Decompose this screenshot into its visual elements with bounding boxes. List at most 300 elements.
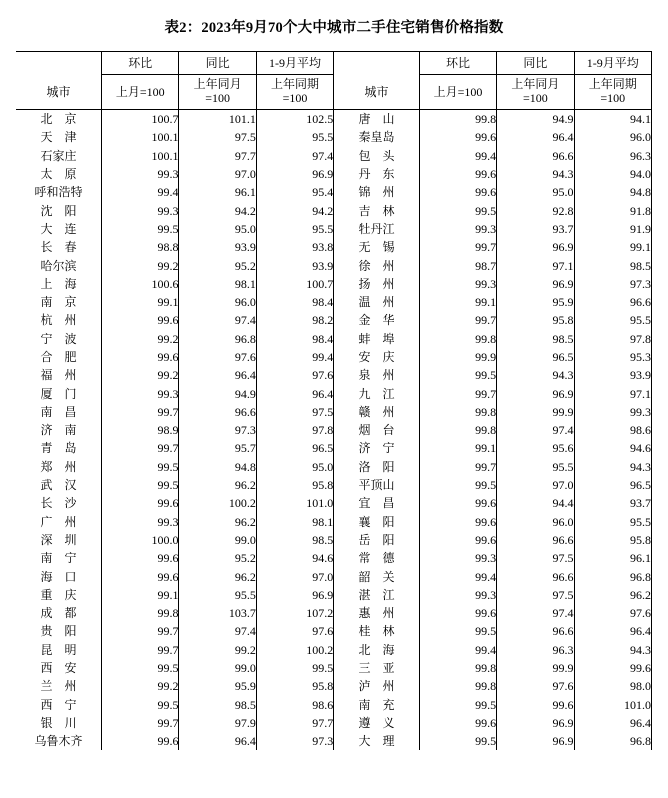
city-name-right: 泉 州 bbox=[358, 368, 395, 383]
value-mom-left: 99.6 bbox=[102, 732, 179, 750]
value-avg-left: 95.5 bbox=[256, 128, 333, 146]
value-avg-right: 97.3 bbox=[574, 275, 651, 293]
value-yoy-left: 100.2 bbox=[179, 494, 256, 512]
table-row bbox=[16, 439, 652, 457]
value-avg-left: 98.1 bbox=[256, 513, 333, 531]
header-group-avg-right: 1-9月平均 bbox=[574, 52, 651, 75]
city-name-left: 海 口 bbox=[40, 569, 77, 584]
value-avg-left: 97.3 bbox=[256, 732, 333, 750]
value-mom-left: 99.7 bbox=[102, 714, 179, 732]
city-name-right: 牡丹江 bbox=[358, 221, 395, 236]
value-mom-left: 98.9 bbox=[102, 421, 179, 439]
header-sub-mom-left-text: 上月=100 bbox=[115, 85, 165, 99]
header-city-left: 城市 bbox=[16, 75, 102, 110]
header-group-mom-left: 环比 bbox=[102, 52, 179, 75]
header-sub-yoy-right bbox=[497, 75, 574, 110]
header-sub-avg-left bbox=[256, 75, 333, 110]
value-mom-left: 100.6 bbox=[102, 275, 179, 293]
value-avg-right: 94.8 bbox=[574, 183, 651, 201]
value-yoy-left: 95.0 bbox=[179, 220, 256, 238]
value-yoy-left: 96.2 bbox=[179, 567, 256, 585]
value-avg-right: 96.2 bbox=[574, 586, 651, 604]
value-avg-right: 96.0 bbox=[574, 128, 651, 146]
city-name-left: 武 汉 bbox=[40, 478, 77, 493]
city-name-left: 哈尔滨 bbox=[40, 258, 77, 273]
city-name-right: 包 头 bbox=[358, 148, 395, 163]
value-mom-right: 99.6 bbox=[419, 714, 496, 732]
value-yoy-left: 97.0 bbox=[179, 165, 256, 183]
value-avg-right: 96.3 bbox=[574, 147, 651, 165]
value-avg-right: 101.0 bbox=[574, 696, 651, 714]
value-mom-right: 99.7 bbox=[419, 238, 496, 256]
value-avg-left: 98.5 bbox=[256, 531, 333, 549]
value-avg-right: 91.9 bbox=[574, 220, 651, 238]
city-name-left: 上 海 bbox=[40, 276, 77, 291]
table-row bbox=[16, 531, 652, 549]
value-mom-left: 100.0 bbox=[102, 531, 179, 549]
value-mom-left: 99.5 bbox=[102, 458, 179, 476]
value-yoy-right: 96.9 bbox=[497, 275, 574, 293]
header-group-row bbox=[16, 52, 652, 75]
city-name-left: 沈 阳 bbox=[40, 203, 77, 218]
value-avg-right: 97.6 bbox=[574, 604, 651, 622]
city-name-left: 福 州 bbox=[40, 368, 77, 383]
value-mom-left: 99.3 bbox=[102, 384, 179, 402]
value-yoy-right: 94.9 bbox=[497, 110, 574, 129]
value-mom-right: 99.5 bbox=[419, 366, 496, 384]
value-avg-right: 94.1 bbox=[574, 110, 651, 129]
value-yoy-right: 96.6 bbox=[497, 147, 574, 165]
city-name-right: 南 充 bbox=[358, 697, 395, 712]
value-avg-right: 97.8 bbox=[574, 330, 651, 348]
city-name-right: 泸 州 bbox=[358, 679, 395, 694]
value-yoy-right: 99.9 bbox=[497, 659, 574, 677]
value-yoy-right: 96.6 bbox=[497, 531, 574, 549]
value-avg-left: 93.9 bbox=[256, 256, 333, 274]
value-yoy-right: 96.0 bbox=[497, 513, 574, 531]
value-mom-right: 99.4 bbox=[419, 147, 496, 165]
value-yoy-left: 97.3 bbox=[179, 421, 256, 439]
value-mom-right: 99.5 bbox=[419, 696, 496, 714]
city-name-left: 太 原 bbox=[40, 167, 77, 182]
header-sub-mom-right bbox=[419, 75, 496, 110]
value-avg-right: 94.3 bbox=[574, 641, 651, 659]
value-mom-left: 99.5 bbox=[102, 476, 179, 494]
table-row bbox=[16, 165, 652, 183]
value-mom-right: 99.3 bbox=[419, 586, 496, 604]
value-mom-left: 99.3 bbox=[102, 201, 179, 219]
header-blank-right bbox=[334, 52, 420, 75]
city-name-right: 锦 州 bbox=[358, 185, 395, 200]
value-avg-left: 94.2 bbox=[256, 201, 333, 219]
value-mom-left: 99.2 bbox=[102, 677, 179, 695]
value-mom-right: 99.5 bbox=[419, 732, 496, 750]
price-index-table bbox=[16, 51, 652, 750]
value-avg-left: 95.8 bbox=[256, 677, 333, 695]
value-avg-left: 99.5 bbox=[256, 659, 333, 677]
city-name-left: 乌鲁木齐 bbox=[34, 734, 83, 749]
value-yoy-left: 96.0 bbox=[179, 293, 256, 311]
table-row bbox=[16, 476, 652, 494]
city-name-left: 郑 州 bbox=[40, 459, 77, 474]
value-yoy-right: 96.6 bbox=[497, 622, 574, 640]
value-mom-left: 99.6 bbox=[102, 494, 179, 512]
value-yoy-right: 94.3 bbox=[497, 366, 574, 384]
value-avg-right: 99.6 bbox=[574, 659, 651, 677]
table-row bbox=[16, 604, 652, 622]
city-name-right: 金 华 bbox=[358, 313, 395, 328]
value-mom-right: 99.6 bbox=[419, 128, 496, 146]
value-mom-left: 99.2 bbox=[102, 366, 179, 384]
table-row bbox=[16, 714, 652, 732]
value-yoy-right: 95.9 bbox=[497, 293, 574, 311]
value-yoy-left: 96.6 bbox=[179, 403, 256, 421]
city-name-right: 韶 关 bbox=[358, 569, 395, 584]
header-sub-avg-right-l1: 上年同期 bbox=[588, 77, 637, 92]
table-row bbox=[16, 586, 652, 604]
value-mom-left: 99.5 bbox=[102, 696, 179, 714]
value-yoy-left: 99.2 bbox=[179, 641, 256, 659]
value-avg-left: 97.6 bbox=[256, 366, 333, 384]
value-avg-left: 97.6 bbox=[256, 622, 333, 640]
value-yoy-right: 95.6 bbox=[497, 439, 574, 457]
value-avg-right: 98.6 bbox=[574, 421, 651, 439]
value-mom-right: 99.3 bbox=[419, 549, 496, 567]
header-group-avg-left: 1-9月平均 bbox=[256, 52, 333, 75]
value-mom-right: 99.8 bbox=[419, 403, 496, 421]
value-mom-left: 99.6 bbox=[102, 549, 179, 567]
header-blank-left bbox=[16, 52, 102, 75]
value-mom-left: 99.7 bbox=[102, 403, 179, 421]
value-avg-left: 100.7 bbox=[256, 275, 333, 293]
value-mom-right: 99.4 bbox=[419, 641, 496, 659]
table-row bbox=[16, 384, 652, 402]
city-name-left: 济 南 bbox=[40, 423, 77, 438]
city-name-right: 徐 州 bbox=[358, 258, 395, 273]
city-name-left: 石家庄 bbox=[40, 148, 77, 163]
city-name-left: 杭 州 bbox=[40, 313, 77, 328]
city-name-right: 平顶山 bbox=[358, 478, 395, 493]
header-group-mom-right: 环比 bbox=[419, 52, 496, 75]
city-name-left: 南 京 bbox=[40, 295, 77, 310]
table-row bbox=[16, 348, 652, 366]
value-mom-right: 99.6 bbox=[419, 513, 496, 531]
value-avg-right: 96.4 bbox=[574, 622, 651, 640]
value-mom-left: 99.7 bbox=[102, 439, 179, 457]
city-name-left: 昆 明 bbox=[40, 642, 77, 657]
city-name-left: 天 津 bbox=[40, 130, 77, 145]
page-title: 表2：2023年9月70个大中城市二手住宅销售价格指数 bbox=[164, 20, 504, 36]
value-mom-right: 99.6 bbox=[419, 531, 496, 549]
city-name-left: 银 川 bbox=[40, 715, 77, 730]
city-name-left: 长 沙 bbox=[40, 496, 77, 511]
value-yoy-right: 97.5 bbox=[497, 549, 574, 567]
value-mom-right: 99.4 bbox=[419, 567, 496, 585]
value-mom-right: 99.7 bbox=[419, 311, 496, 329]
value-avg-left: 94.6 bbox=[256, 549, 333, 567]
value-avg-left: 99.4 bbox=[256, 348, 333, 366]
value-yoy-left: 95.7 bbox=[179, 439, 256, 457]
value-yoy-right: 96.4 bbox=[497, 128, 574, 146]
header-sub-avg-left-l1: 上年同期 bbox=[271, 77, 320, 92]
value-yoy-right: 97.0 bbox=[497, 476, 574, 494]
value-yoy-left: 96.1 bbox=[179, 183, 256, 201]
table-row bbox=[16, 256, 652, 274]
city-name-right: 蚌 埠 bbox=[358, 331, 395, 346]
value-mom-right: 99.7 bbox=[419, 384, 496, 402]
city-name-left: 厦 门 bbox=[40, 386, 77, 401]
header-city-right: 城市 bbox=[334, 75, 420, 110]
value-avg-right: 96.5 bbox=[574, 476, 651, 494]
value-avg-right: 93.7 bbox=[574, 494, 651, 512]
table-row bbox=[16, 293, 652, 311]
table-row bbox=[16, 220, 652, 238]
value-yoy-right: 96.9 bbox=[497, 714, 574, 732]
header-sub-yoy-left-l2: =100 bbox=[205, 91, 231, 105]
value-yoy-left: 95.9 bbox=[179, 677, 256, 695]
value-avg-right: 94.0 bbox=[574, 165, 651, 183]
value-mom-left: 99.6 bbox=[102, 348, 179, 366]
value-avg-left: 97.8 bbox=[256, 421, 333, 439]
value-yoy-left: 96.8 bbox=[179, 330, 256, 348]
city-name-right: 扬 州 bbox=[358, 276, 395, 291]
value-yoy-right: 97.6 bbox=[497, 677, 574, 695]
table-row bbox=[16, 732, 652, 750]
value-avg-left: 95.5 bbox=[256, 220, 333, 238]
value-avg-left: 98.4 bbox=[256, 330, 333, 348]
value-avg-right: 96.8 bbox=[574, 567, 651, 585]
value-mom-left: 99.6 bbox=[102, 567, 179, 585]
city-name-left: 长 春 bbox=[40, 240, 77, 255]
city-name-right: 吉 林 bbox=[358, 203, 395, 218]
city-name-right: 济 宁 bbox=[358, 441, 395, 456]
value-mom-right: 99.6 bbox=[419, 494, 496, 512]
table-row bbox=[16, 403, 652, 421]
city-name-right: 赣 州 bbox=[358, 404, 395, 419]
header-group-yoy-right: 同比 bbox=[497, 52, 574, 75]
table-row bbox=[16, 201, 652, 219]
value-yoy-right: 96.3 bbox=[497, 641, 574, 659]
table-row bbox=[16, 366, 652, 384]
value-yoy-left: 94.2 bbox=[179, 201, 256, 219]
city-name-right: 惠 州 bbox=[358, 606, 395, 621]
city-name-left: 西 安 bbox=[40, 661, 77, 676]
table-row bbox=[16, 567, 652, 585]
header-sub-row bbox=[16, 75, 652, 110]
header-sub-yoy-left-l1: 上年同月 bbox=[193, 77, 242, 92]
value-mom-right: 99.8 bbox=[419, 421, 496, 439]
value-avg-right: 91.8 bbox=[574, 201, 651, 219]
city-name-left: 广 州 bbox=[40, 514, 77, 529]
value-yoy-left: 96.2 bbox=[179, 476, 256, 494]
value-mom-right: 99.8 bbox=[419, 330, 496, 348]
value-mom-left: 99.3 bbox=[102, 513, 179, 531]
value-avg-right: 98.5 bbox=[574, 256, 651, 274]
city-name-right: 襄 阳 bbox=[358, 514, 395, 529]
table-row bbox=[16, 128, 652, 146]
city-name-left: 南 宁 bbox=[40, 551, 77, 566]
city-name-left: 兰 州 bbox=[40, 679, 77, 694]
value-avg-right: 96.4 bbox=[574, 714, 651, 732]
value-yoy-left: 101.1 bbox=[179, 110, 256, 129]
value-yoy-left: 94.9 bbox=[179, 384, 256, 402]
value-mom-right: 99.8 bbox=[419, 677, 496, 695]
value-mom-right: 99.8 bbox=[419, 110, 496, 129]
value-mom-left: 99.7 bbox=[102, 641, 179, 659]
value-avg-right: 98.0 bbox=[574, 677, 651, 695]
value-yoy-left: 95.5 bbox=[179, 586, 256, 604]
value-mom-left: 99.8 bbox=[102, 604, 179, 622]
city-name-right: 安 庆 bbox=[358, 350, 395, 364]
city-name-left: 宁 波 bbox=[40, 331, 77, 346]
city-name-right: 湛 江 bbox=[358, 587, 395, 602]
city-name-left: 青 岛 bbox=[40, 441, 77, 456]
value-yoy-right: 95.5 bbox=[497, 458, 574, 476]
table-row bbox=[16, 330, 652, 348]
value-yoy-left: 99.0 bbox=[179, 659, 256, 677]
header-sub-avg-right bbox=[574, 75, 651, 110]
value-yoy-right: 98.5 bbox=[497, 330, 574, 348]
value-yoy-right: 96.9 bbox=[497, 384, 574, 402]
value-yoy-right: 96.6 bbox=[497, 567, 574, 585]
value-mom-right: 99.6 bbox=[419, 604, 496, 622]
city-name-left: 成 都 bbox=[40, 606, 77, 621]
city-name-left: 合 肥 bbox=[40, 350, 77, 364]
value-mom-left: 99.5 bbox=[102, 659, 179, 677]
value-yoy-left: 97.7 bbox=[179, 147, 256, 165]
value-yoy-right: 96.5 bbox=[497, 348, 574, 366]
value-mom-right: 99.8 bbox=[419, 659, 496, 677]
value-yoy-left: 95.2 bbox=[179, 256, 256, 274]
city-name-left: 深 圳 bbox=[40, 532, 77, 547]
city-name-left: 南 昌 bbox=[40, 404, 77, 419]
value-yoy-right: 95.8 bbox=[497, 311, 574, 329]
value-yoy-right: 94.3 bbox=[497, 165, 574, 183]
table-row bbox=[16, 275, 652, 293]
table-row bbox=[16, 677, 652, 695]
city-name-right: 无 锡 bbox=[358, 240, 395, 255]
value-avg-left: 97.0 bbox=[256, 567, 333, 585]
value-yoy-right: 96.9 bbox=[497, 238, 574, 256]
value-yoy-left: 98.5 bbox=[179, 696, 256, 714]
value-yoy-left: 97.6 bbox=[179, 348, 256, 366]
city-name-right: 温 州 bbox=[358, 295, 395, 310]
value-yoy-left: 97.9 bbox=[179, 714, 256, 732]
city-name-left: 呼和浩特 bbox=[34, 185, 83, 200]
value-avg-right: 99.1 bbox=[574, 238, 651, 256]
value-yoy-left: 95.2 bbox=[179, 549, 256, 567]
value-avg-left: 98.2 bbox=[256, 311, 333, 329]
city-name-right: 宜 昌 bbox=[358, 496, 395, 511]
value-yoy-right: 99.9 bbox=[497, 403, 574, 421]
value-mom-right: 99.5 bbox=[419, 476, 496, 494]
city-name-right: 大 理 bbox=[358, 734, 395, 749]
value-mom-left: 99.1 bbox=[102, 586, 179, 604]
value-mom-right: 99.1 bbox=[419, 293, 496, 311]
table-row bbox=[16, 641, 652, 659]
value-avg-right: 96.6 bbox=[574, 293, 651, 311]
city-name-left: 西 宁 bbox=[40, 697, 77, 712]
header-sub-mom-right-text: 上月=100 bbox=[433, 85, 483, 99]
value-avg-left: 98.6 bbox=[256, 696, 333, 714]
value-avg-left: 96.4 bbox=[256, 384, 333, 402]
value-yoy-left: 96.4 bbox=[179, 366, 256, 384]
value-yoy-left: 96.2 bbox=[179, 513, 256, 531]
city-name-right: 北 海 bbox=[358, 642, 395, 657]
value-mom-left: 99.3 bbox=[102, 165, 179, 183]
value-mom-left: 99.7 bbox=[102, 622, 179, 640]
table-body bbox=[16, 110, 652, 751]
city-name-left: 北 京 bbox=[40, 112, 77, 127]
value-avg-left: 95.4 bbox=[256, 183, 333, 201]
value-mom-left: 100.1 bbox=[102, 128, 179, 146]
value-avg-right: 97.1 bbox=[574, 384, 651, 402]
header-sub-avg-right-l2: =100 bbox=[600, 91, 626, 105]
value-yoy-left: 96.4 bbox=[179, 732, 256, 750]
value-avg-left: 97.4 bbox=[256, 147, 333, 165]
value-yoy-right: 97.4 bbox=[497, 421, 574, 439]
city-name-right: 三 亚 bbox=[358, 661, 395, 676]
value-yoy-left: 97.4 bbox=[179, 622, 256, 640]
value-avg-right: 95.5 bbox=[574, 311, 651, 329]
city-name-right: 常 德 bbox=[358, 551, 395, 566]
city-name-right: 桂 林 bbox=[358, 624, 395, 639]
value-mom-right: 99.7 bbox=[419, 458, 496, 476]
city-name-right: 烟 台 bbox=[358, 423, 395, 438]
value-mom-right: 99.3 bbox=[419, 275, 496, 293]
header-sub-mom-left bbox=[102, 75, 179, 110]
city-name-right: 丹 东 bbox=[358, 167, 395, 182]
value-mom-left: 100.1 bbox=[102, 147, 179, 165]
city-name-right: 九 江 bbox=[358, 386, 395, 401]
value-yoy-left: 94.8 bbox=[179, 458, 256, 476]
value-yoy-left: 97.5 bbox=[179, 128, 256, 146]
value-yoy-left: 99.0 bbox=[179, 531, 256, 549]
city-name-left: 贵 阳 bbox=[40, 624, 77, 639]
value-avg-left: 97.5 bbox=[256, 403, 333, 421]
table-row bbox=[16, 622, 652, 640]
value-yoy-right: 92.8 bbox=[497, 201, 574, 219]
table-row bbox=[16, 494, 652, 512]
city-name-right: 遵 义 bbox=[358, 715, 395, 730]
city-name-left: 重 庆 bbox=[40, 587, 77, 602]
value-yoy-right: 95.0 bbox=[497, 183, 574, 201]
city-name-right: 岳 阳 bbox=[358, 532, 395, 547]
header-sub-yoy-right-l2: =100 bbox=[522, 91, 548, 105]
value-yoy-left: 98.1 bbox=[179, 275, 256, 293]
header-sub-avg-left-l2: =100 bbox=[282, 91, 308, 105]
value-mom-right: 99.1 bbox=[419, 439, 496, 457]
table-row bbox=[16, 311, 652, 329]
value-mom-right: 99.9 bbox=[419, 348, 496, 366]
header-group-yoy-left: 同比 bbox=[179, 52, 256, 75]
value-mom-right: 99.3 bbox=[419, 220, 496, 238]
value-mom-right: 99.5 bbox=[419, 622, 496, 640]
city-name-left: 大 连 bbox=[40, 221, 77, 236]
value-avg-left: 96.9 bbox=[256, 586, 333, 604]
value-mom-right: 98.7 bbox=[419, 256, 496, 274]
header-sub-yoy-right-l1: 上年同月 bbox=[511, 77, 560, 92]
value-yoy-right: 97.4 bbox=[497, 604, 574, 622]
value-yoy-right: 94.4 bbox=[497, 494, 574, 512]
table-row bbox=[16, 549, 652, 567]
city-name-right: 秦皇岛 bbox=[358, 130, 395, 145]
value-avg-left: 100.2 bbox=[256, 641, 333, 659]
value-avg-left: 101.0 bbox=[256, 494, 333, 512]
value-mom-right: 99.5 bbox=[419, 201, 496, 219]
value-avg-left: 98.4 bbox=[256, 293, 333, 311]
value-avg-right: 95.3 bbox=[574, 348, 651, 366]
